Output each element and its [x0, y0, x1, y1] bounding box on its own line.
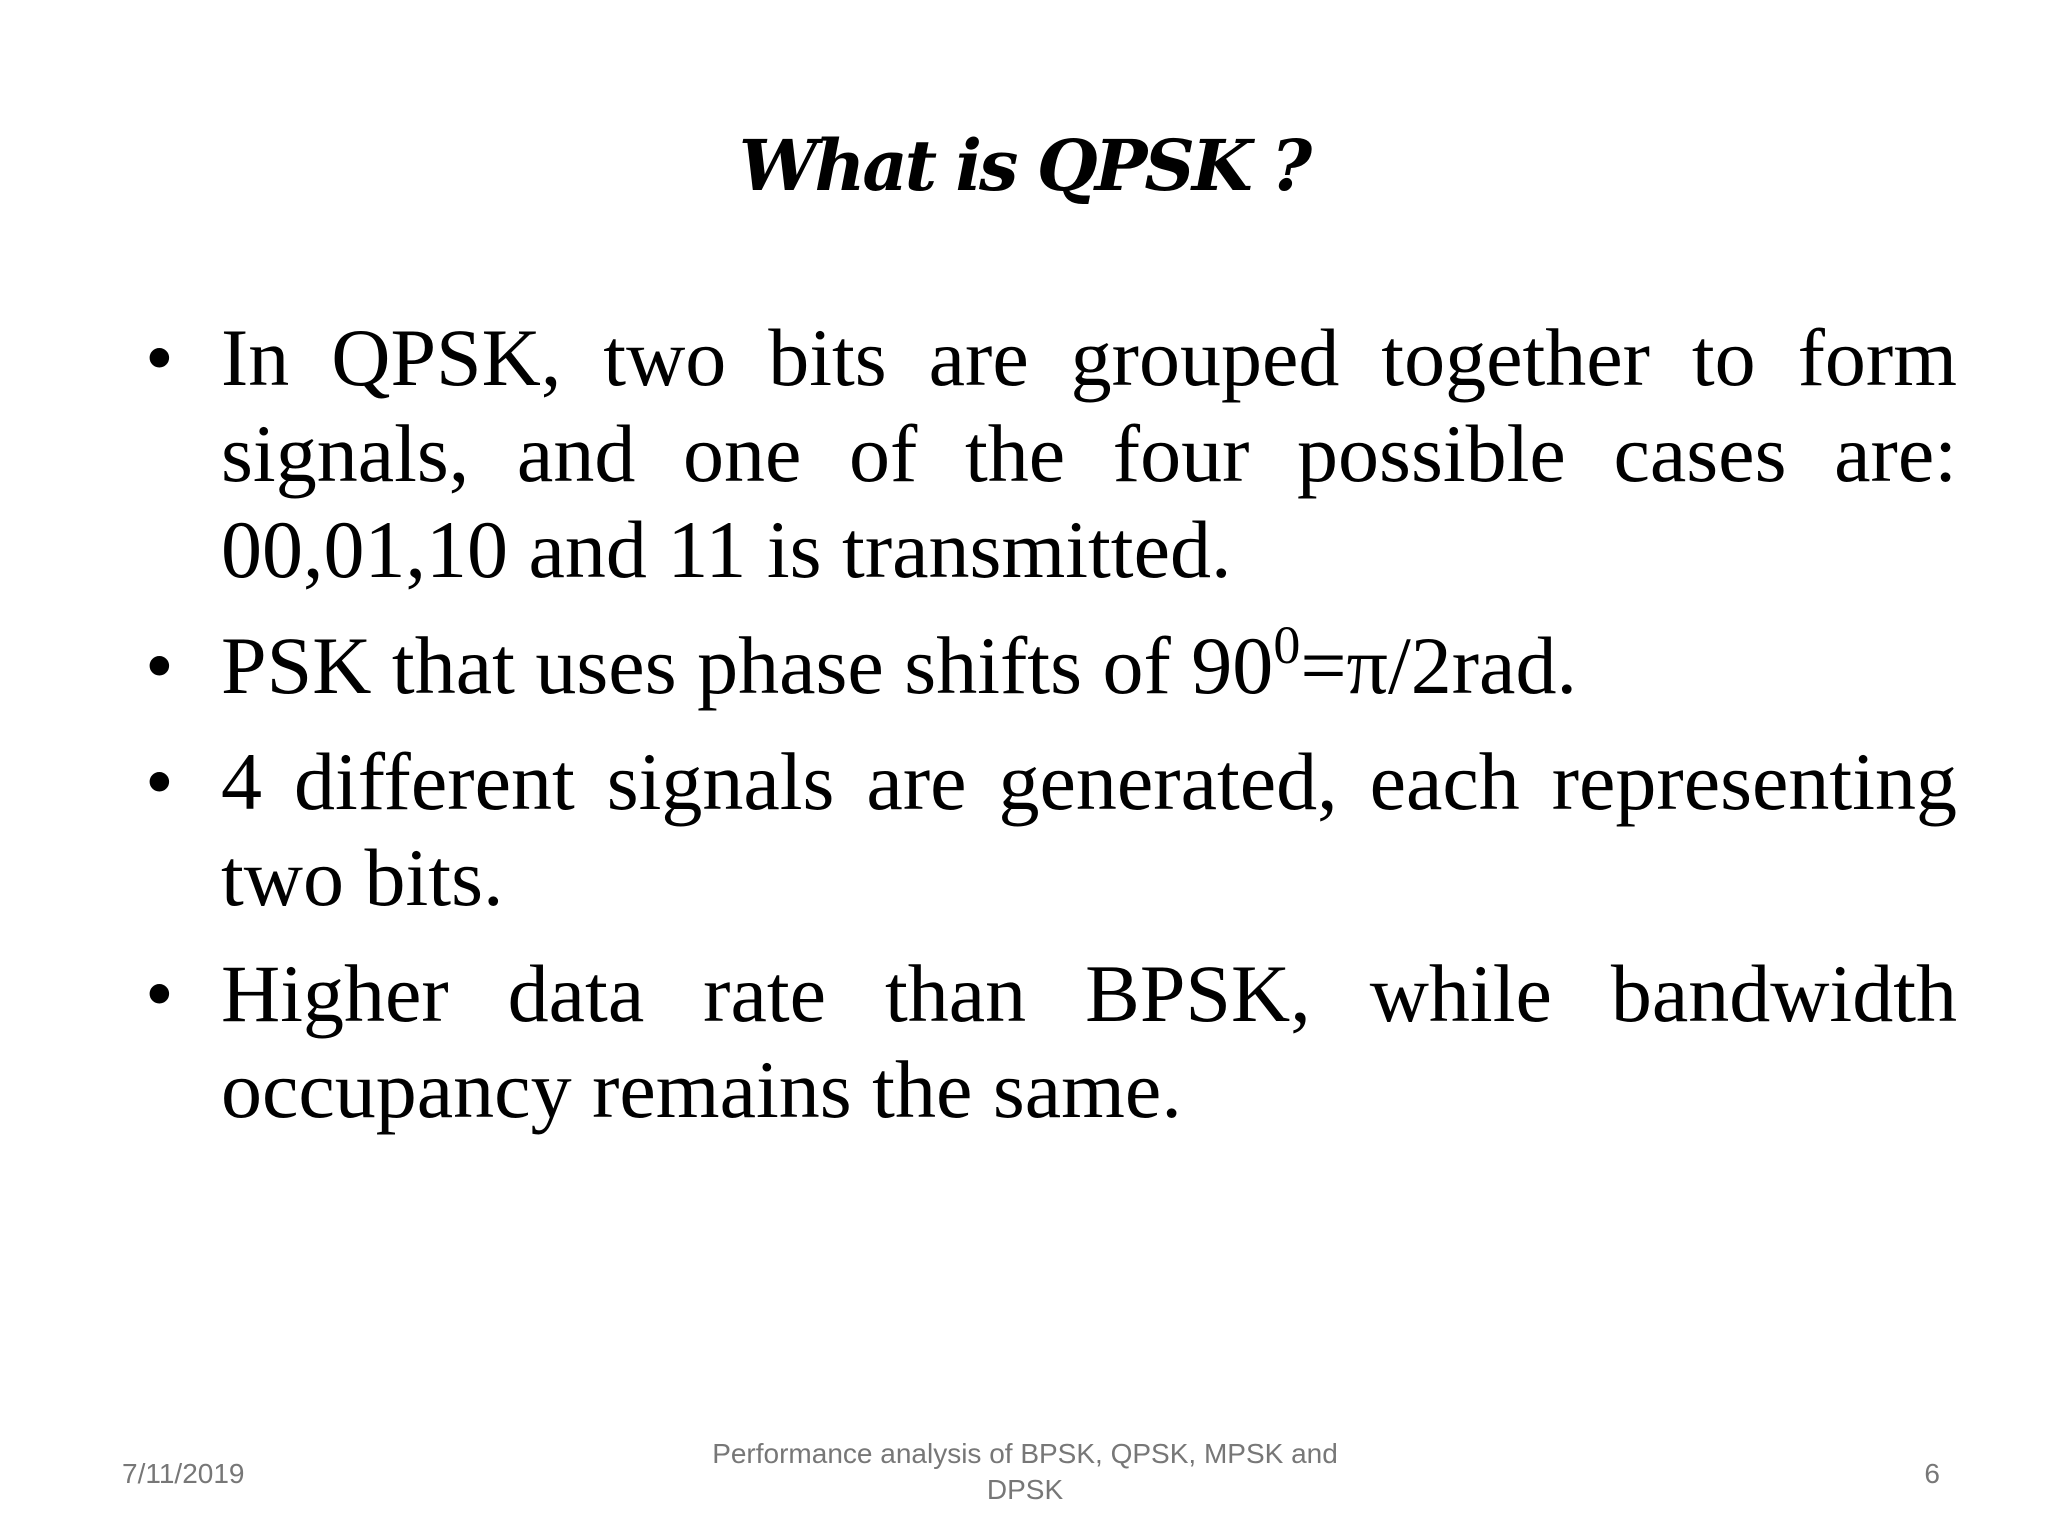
bullet-dot-icon: •: [145, 948, 174, 1039]
bullet-text-2-after: =π/2rad.: [1300, 620, 1577, 711]
footer-title: Performance analysis of BPSK, QPSK, MPSK and DPSK: [712, 1438, 1338, 1505]
bullet-text-2-before: PSK that uses phase shifts of 90: [221, 620, 1274, 711]
bullet-item-2: [137, 615, 1957, 714]
bullet-dot-icon: •: [145, 736, 174, 827]
bullet-list: [137, 310, 1957, 1158]
footer-date: 7/11/2019: [122, 1458, 245, 1489]
bullet-item-3: [137, 734, 1957, 926]
bullet-dot-icon: •: [145, 312, 174, 403]
bullet-text-1: In QPSK, two bits are grouped together to form signals, and one of the four possible cases are: 00,01,10 and 11 is transmitted.: [221, 312, 1957, 595]
bullet-text-4: Higher data rate than BPSK, while bandwidth occupancy remains the same.: [221, 948, 1957, 1135]
bullet-item-4: [137, 946, 1957, 1138]
bullet-dot-icon: •: [145, 620, 174, 711]
slide-title: What is QPSK ?: [738, 124, 1310, 207]
footer-page-number: 6: [1924, 1458, 1940, 1489]
bullet-text-3: 4 different signals are generated, each representing two bits.: [221, 736, 1957, 923]
bullet-item-1: [137, 310, 1957, 598]
degree-superscript: 0: [1273, 615, 1301, 675]
